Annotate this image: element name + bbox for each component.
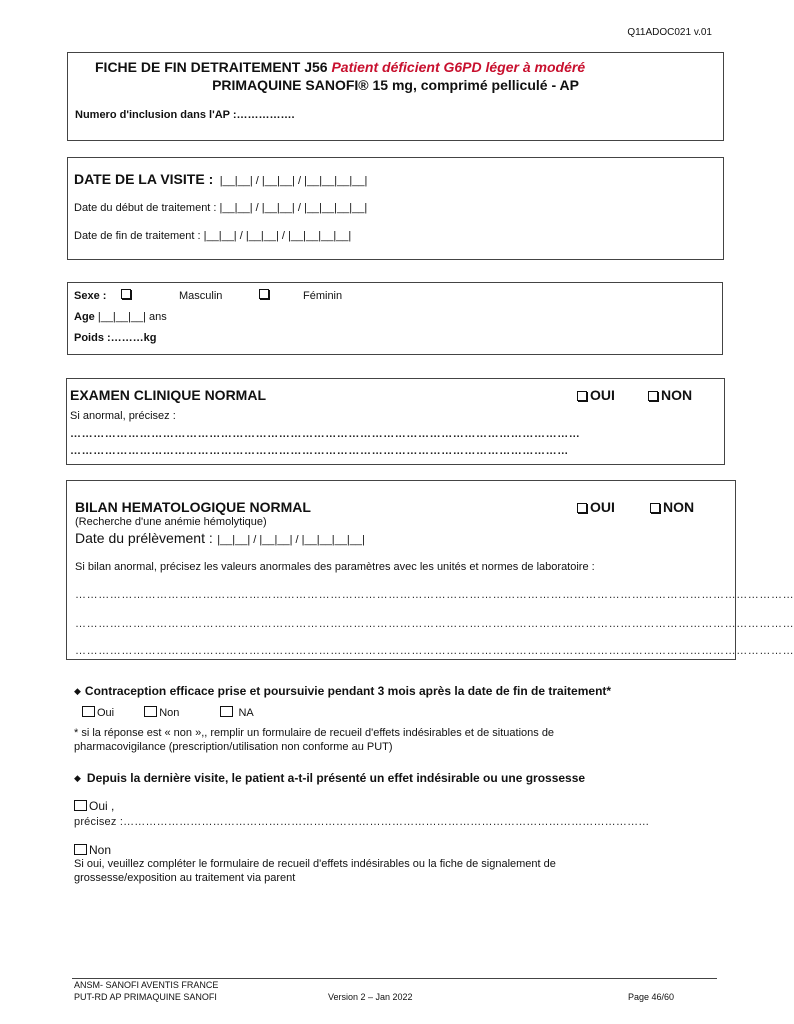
hematology-non-option[interactable] (650, 499, 694, 515)
sample-date-field[interactable]: |__|__| / |__|__| / |__|__|__|__| (217, 534, 365, 546)
hematology-values-line-2[interactable]: …………………………………………………………………………………………………………………………………………………………………… (75, 618, 794, 630)
hematology-values-line-3[interactable]: …………………………………………………………………………………………………………………………………………………………………… (75, 645, 794, 657)
form-subtitle: PRIMAQUINE SANOFI® 15 mg, comprimé pelliculé - AP (212, 77, 579, 93)
bullet-diamond-icon: ◆ (74, 773, 81, 783)
hematology-oui-label: OUI (590, 499, 615, 515)
sex-masculin-checkbox[interactable] (121, 289, 131, 299)
adverse-effect-oui-option[interactable] (74, 799, 114, 813)
treatment-end-date-field[interactable]: Date de fin de traitement : |__|__| / |__|__| / |__|__|__|__| (74, 230, 352, 242)
document-reference: Q11ADOC021 v.01 (627, 27, 712, 38)
clinical-exam-oui-label: OUI (590, 387, 615, 403)
clinical-exam-specify-line-1[interactable]: …………………………………………………………………………………………………………………… (70, 428, 581, 440)
sex-masculin-label: Masculin (179, 290, 223, 302)
adverse-effect-oui-label: Oui , (89, 799, 115, 813)
adverse-effect-oui-checkbox[interactable] (74, 800, 87, 811)
hematology-oui-checkbox[interactable] (577, 503, 587, 513)
sex-feminin-checkbox[interactable] (259, 289, 269, 299)
contraception-oui-label: Oui (97, 707, 115, 719)
inclusion-number-field[interactable]: Numero d'inclusion dans l'AP :……………. (75, 109, 295, 121)
footer-divider (72, 978, 717, 979)
weight-field[interactable]: Poids :………kg (74, 332, 157, 344)
hematology-title: BILAN HEMATOLOGIQUE NORMAL (75, 499, 311, 515)
age-field[interactable]: |__|__|__| ans (97, 311, 167, 323)
hematology-instructions: Si bilan anormal, précisez les valeurs anormales des paramètres avec les unités et normes de laboratoire : (75, 561, 595, 573)
sample-date-row (75, 530, 365, 548)
clinical-exam-non-label: NON (661, 387, 693, 403)
hematology-non-label: NON (663, 499, 695, 515)
visit-date-row (74, 171, 367, 189)
form-title (95, 59, 585, 75)
adverse-effect-note-1: Si oui, veuillez compléter le formulaire de recueil d'effets indésirables ou la fiche de signalement de (74, 858, 556, 870)
contraception-question: ◆ Contraception efficace prise et poursuivie pendant 3 mois après la date de fin de traitement* (74, 684, 612, 698)
contraception-note-1: * si la réponse est « non »,, remplir un formulaire de recueil d'effets indésirables et de situations de (74, 727, 555, 739)
adverse-effect-note-2: grossesse/exposition au traitement via parent (74, 872, 296, 884)
form-title-prefix: FICHE DE FIN DETRAITEMENT J56 (95, 59, 332, 75)
clinical-exam-oui-option[interactable] (577, 387, 615, 403)
age-label: Age (74, 311, 95, 323)
sample-date-label: Date du prélèvement : (75, 530, 213, 546)
footer-org-line-2: PUT-RD AP PRIMAQUINE SANOFI (74, 992, 217, 1002)
clinical-exam-specify-line-2[interactable]: ………………………………………………………………………………………………………………… (70, 445, 569, 457)
contraception-non-checkbox[interactable] (144, 706, 157, 717)
contraception-non-label: Non (159, 707, 180, 719)
clinical-exam-specify-label: Si anormal, précisez : (70, 410, 176, 422)
adverse-effect-non-label: Non (89, 843, 112, 857)
treatment-start-date-field[interactable]: Date du début de traitement : |__|__| / |__|__| / |__|__|__|__| (74, 202, 368, 214)
patient-info-box (67, 282, 723, 355)
form-title-highlight: Patient déficient G6PD léger à modéré (331, 59, 586, 75)
hematology-subtitle: (Recherche d'une anémie hémolytique) (75, 516, 267, 528)
clinical-exam-non-checkbox[interactable] (648, 391, 658, 401)
hematology-oui-option[interactable] (577, 499, 615, 515)
adverse-effect-specify-field[interactable]: précisez :…………………………………………………………………………………………………………………………… (74, 816, 650, 828)
sex-feminin-label: Féminin (303, 290, 343, 302)
footer-version: Version 2 – Jan 2022 (328, 992, 413, 1002)
clinical-exam-box (66, 378, 725, 465)
visit-date-field[interactable]: |__|__| / |__|__| / |__|__|__|__| (219, 175, 368, 187)
contraception-oui-checkbox[interactable] (82, 706, 95, 717)
hematology-box (66, 480, 794, 660)
adverse-effect-question: ◆ Depuis la dernière visite, le patient a-t-il présenté un effet indésirable ou une grossesse (74, 771, 586, 785)
age-row (74, 311, 167, 323)
title-box (67, 52, 724, 141)
footer-page-number: Page 46/60 (628, 992, 675, 1002)
hematology-non-checkbox[interactable] (650, 503, 660, 513)
contraception-options (82, 706, 254, 719)
contraception-na-checkbox[interactable] (220, 706, 233, 717)
sex-label: Sexe : (74, 290, 107, 302)
adverse-effect-non-checkbox[interactable] (74, 844, 87, 855)
contraception-note-2: pharmacovigilance (prescription/utilisation non conforme au PUT) (74, 741, 393, 753)
contraception-na-label: NA (238, 707, 254, 719)
visit-date-label: DATE DE LA VISITE : (74, 171, 214, 187)
hematology-values-line-1[interactable]: …………………………………………………………………………………………………………………………………………………………………… (75, 589, 794, 601)
clinical-exam-oui-checkbox[interactable] (577, 391, 587, 401)
bullet-diamond-icon: ◆ (74, 686, 81, 696)
footer-org-line-1: ANSM- SANOFI AVENTIS FRANCE (74, 980, 219, 990)
adverse-effect-non-option[interactable] (74, 843, 111, 857)
visit-dates-box (67, 157, 724, 260)
clinical-exam-title: EXAMEN CLINIQUE NORMAL (70, 387, 266, 403)
clinical-exam-non-option[interactable] (648, 387, 692, 403)
